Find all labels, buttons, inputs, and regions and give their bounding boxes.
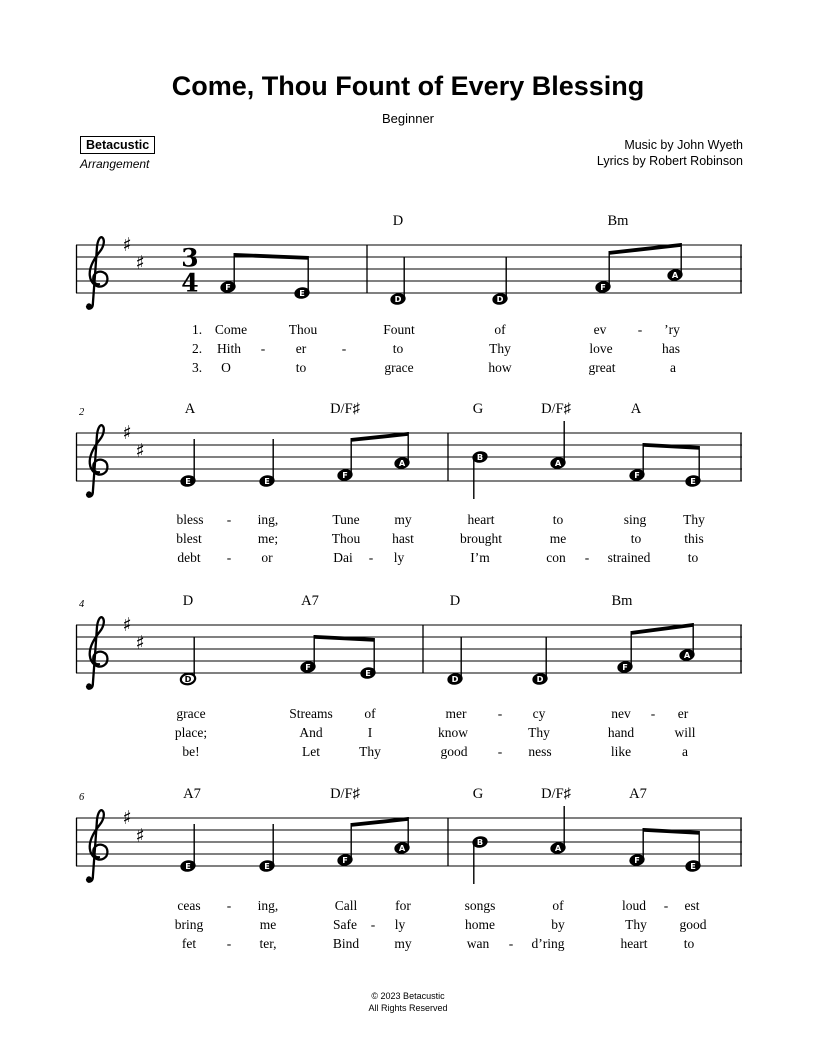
clef-curve xyxy=(90,617,108,684)
credits-block xyxy=(597,138,743,169)
note-letter: E xyxy=(185,475,191,486)
verse-number: 3. xyxy=(191,360,203,376)
lyric-syllable: - xyxy=(637,322,643,337)
lyric-syllable: a xyxy=(682,744,688,760)
measure-number: 2 xyxy=(79,407,85,418)
lyric-syllable: bring xyxy=(174,917,204,933)
note-letter: F xyxy=(622,661,628,672)
lyric-syllable: - xyxy=(341,341,347,357)
lyric-syllable: - xyxy=(497,744,503,760)
lyric-syllable: d’ring xyxy=(531,936,565,952)
lyric-syllable: be! xyxy=(182,744,200,760)
lyric-syllable: ly xyxy=(394,917,406,933)
lyric-syllable: Tune xyxy=(332,512,360,527)
lyric-syllable: Safe xyxy=(333,917,357,933)
lyric-syllable: of xyxy=(552,898,564,913)
lyric-syllable: Thy xyxy=(683,512,705,527)
lyric-syllable: ter, xyxy=(259,936,277,952)
chord-symbol: D/F♯ xyxy=(330,786,360,802)
key-signature-sharp-icon: ♯ xyxy=(122,614,132,636)
note-letter: D xyxy=(394,293,402,304)
lyric-syllable: est xyxy=(684,898,700,913)
note-letter: A xyxy=(398,842,406,853)
lyric-syllable: - xyxy=(370,917,376,933)
chord-symbol: D/F♯ xyxy=(541,401,571,417)
verse-number: 1. xyxy=(191,322,203,337)
lyric-syllable: to xyxy=(683,936,695,952)
time-signature-bottom: 4 xyxy=(181,268,199,298)
note-letter: E xyxy=(690,860,696,871)
lyric-syllable: I’m xyxy=(470,550,490,566)
lyric-syllable: of xyxy=(364,706,376,721)
lyric-syllable: mer xyxy=(445,706,467,721)
lyric-syllable: sing xyxy=(623,512,647,527)
lyric-syllable: or xyxy=(261,550,273,566)
note-letter: D xyxy=(184,673,192,684)
lyric-syllable: bless xyxy=(176,512,204,527)
note-letter: F xyxy=(225,281,231,292)
note-letter: F xyxy=(342,469,348,480)
lyric-syllable: ness xyxy=(528,744,552,760)
lyric-syllable: ceas xyxy=(177,898,201,913)
arranger-label: Arrangement xyxy=(80,157,150,171)
chord-symbol: A7 xyxy=(183,786,201,802)
measure-number: 4 xyxy=(79,599,85,610)
lyric-syllable: know xyxy=(438,725,468,741)
lyric-syllable: - xyxy=(226,936,232,952)
lyric-syllable: love xyxy=(589,341,613,357)
lyric-syllable: to xyxy=(295,360,307,376)
lyric-syllable: songs xyxy=(464,898,496,913)
lyric-syllable: Fount xyxy=(383,322,415,337)
lyrics-system-1 xyxy=(0,322,816,384)
rights-line: All Rights Reserved xyxy=(368,1002,448,1013)
note-letter: B xyxy=(476,451,484,462)
note-letter: A xyxy=(554,457,562,468)
lyric-syllable: nev xyxy=(611,706,631,721)
lyric-syllable: great xyxy=(588,360,616,376)
beam xyxy=(644,443,700,450)
lyrics-system-4 xyxy=(0,898,816,960)
lyric-syllable: grace xyxy=(384,360,414,376)
note-letter: A xyxy=(554,842,562,853)
lyric-syllable: by xyxy=(551,917,565,933)
lyric-syllable: - xyxy=(368,550,374,566)
lyric-syllable: Thy xyxy=(528,725,550,741)
lyric-syllable: - xyxy=(663,898,669,913)
lyric-syllable: - xyxy=(508,936,514,952)
lyric-syllable: good xyxy=(440,744,468,760)
treble-clef-icon xyxy=(86,425,107,497)
clef-dot xyxy=(86,876,91,881)
treble-clef-icon xyxy=(86,617,107,689)
lyric-syllable: Call xyxy=(334,898,358,913)
chord-symbol: Bm xyxy=(611,593,633,609)
lyric-syllable: strained xyxy=(607,550,651,566)
lyrics-system-2 xyxy=(0,512,816,574)
clef-dot xyxy=(86,683,91,688)
lyric-syllable: wan xyxy=(466,936,490,952)
note-letter: B xyxy=(476,836,484,847)
lyric-syllable: - xyxy=(260,341,266,357)
arranger-block xyxy=(80,136,155,171)
lyric-syllable: Thy xyxy=(359,744,381,760)
lyric-syllable: grace xyxy=(176,706,206,721)
chord-symbol: A7 xyxy=(301,593,319,609)
copyright-line: © 2023 Betacustic xyxy=(371,991,445,1001)
lyric-syllable: - xyxy=(497,706,503,721)
lyric-syllable: - xyxy=(650,706,656,721)
lyric-syllable: heart xyxy=(467,512,495,527)
clef-curve xyxy=(90,425,108,492)
difficulty-level: Beginner xyxy=(381,111,435,126)
beam xyxy=(644,828,700,835)
lyric-syllable: Let xyxy=(302,744,320,760)
verse-number: 2. xyxy=(191,341,203,357)
lyric-syllable: a xyxy=(670,360,676,376)
note-letter: F xyxy=(634,854,640,865)
beam xyxy=(235,253,309,260)
lyric-syllable: this xyxy=(684,531,704,547)
key-signature-sharp-icon: ♯ xyxy=(122,234,132,256)
note-letter: F xyxy=(342,854,348,865)
lyric-syllable: heart xyxy=(620,936,648,952)
measure-number: 6 xyxy=(79,792,85,803)
lyric-syllable: Hith xyxy=(216,341,242,357)
lyric-syllable: to xyxy=(552,512,564,527)
note-letter: E xyxy=(299,287,305,298)
clef-curve xyxy=(90,237,108,304)
lyric-syllable: ing, xyxy=(257,898,279,913)
arranger-name: Betacustic xyxy=(80,136,155,154)
lyric-syllable: place; xyxy=(174,725,208,741)
lyric-syllable: has xyxy=(662,341,680,357)
note-letter: D xyxy=(451,673,459,684)
treble-clef-icon xyxy=(86,237,107,309)
chord-symbol: D/F♯ xyxy=(330,401,360,417)
lyric-syllable: me xyxy=(259,917,277,933)
lyric-syllable: home xyxy=(465,917,495,933)
lyric-syllable: how xyxy=(488,360,512,376)
lyric-syllable: for xyxy=(395,898,411,913)
staff-system-4 xyxy=(0,778,816,890)
lyric-syllable: cy xyxy=(532,706,546,721)
treble-clef-icon xyxy=(86,810,107,882)
lyric-syllable: Thou xyxy=(288,322,318,337)
note-letter: E xyxy=(264,475,270,486)
key-signature-sharp-icon: ♯ xyxy=(135,632,145,654)
key-signature-sharp-icon: ♯ xyxy=(135,440,145,462)
lyric-syllable: O xyxy=(221,360,231,376)
note-letter: D xyxy=(536,673,544,684)
note-letter: A xyxy=(398,457,406,468)
chord-symbol: G xyxy=(472,786,484,802)
lyric-syllable: And xyxy=(299,725,323,741)
key-signature-sharp-icon: ♯ xyxy=(122,807,132,829)
note-letter: A xyxy=(671,269,679,280)
lyric-syllable: fet xyxy=(181,936,197,952)
lyric-syllable: my xyxy=(394,512,412,527)
footer-block xyxy=(0,991,816,1014)
lyric-syllable: to xyxy=(630,531,642,547)
chord-symbol: D/F♯ xyxy=(541,786,571,802)
piece-title: Come, Thou Fount of Every Blessing xyxy=(171,71,645,101)
staff-system-3 xyxy=(0,585,816,697)
chord-symbol: A xyxy=(630,401,642,417)
chord-symbol: D xyxy=(182,593,194,609)
lyric-syllable: hand xyxy=(607,725,635,741)
lyric-syllable: like xyxy=(610,744,632,760)
lyric-syllable: ing, xyxy=(257,512,279,527)
chord-symbol: G xyxy=(472,401,484,417)
note-letter: E xyxy=(690,475,696,486)
lyric-syllable: Dai xyxy=(333,550,353,566)
lyrics-credit: Lyrics by Robert Robinson xyxy=(596,153,743,168)
lyric-syllable: er xyxy=(295,341,307,357)
lyric-syllable: ly xyxy=(393,550,405,566)
lyric-syllable: I xyxy=(367,725,373,741)
lyric-syllable: will xyxy=(674,725,696,741)
chord-symbol: D xyxy=(449,593,461,609)
note-letter: F xyxy=(600,281,606,292)
lyric-syllable: me xyxy=(549,531,567,547)
lyric-syllable: loud xyxy=(621,898,647,913)
key-signature-sharp-icon: ♯ xyxy=(135,825,145,847)
note-letter: E xyxy=(185,860,191,871)
lyric-syllable: ’ry xyxy=(664,322,680,337)
lyric-syllable: - xyxy=(226,550,232,566)
note-letter: A xyxy=(683,649,691,660)
note-letter: F xyxy=(305,661,311,672)
lyric-syllable: - xyxy=(226,898,232,913)
clef-curve xyxy=(90,810,108,877)
note-letter: D xyxy=(496,293,504,304)
key-signature-sharp-icon: ♯ xyxy=(135,252,145,274)
lyric-syllable: hast xyxy=(392,531,414,547)
note-letter: E xyxy=(264,860,270,871)
lyric-syllable: Thy xyxy=(625,917,647,933)
chord-symbol: D xyxy=(392,213,404,229)
staff-system-1 xyxy=(0,205,816,317)
chord-symbol: A7 xyxy=(629,786,647,802)
lyric-syllable: to xyxy=(392,341,404,357)
music-credit: Music by John Wyeth xyxy=(624,138,743,152)
lyric-syllable: blest xyxy=(176,531,202,547)
lyric-syllable: Thou xyxy=(331,531,361,547)
lyric-syllable: to xyxy=(687,550,699,566)
lyric-syllable: con xyxy=(546,550,566,566)
note-letter: E xyxy=(365,667,371,678)
lyric-syllable: er xyxy=(677,706,689,721)
time-signature-top: 3 xyxy=(181,243,199,273)
lyric-syllable: me; xyxy=(257,531,279,547)
lyric-syllable: good xyxy=(679,917,707,933)
clef-dot xyxy=(86,303,91,308)
lyric-syllable: - xyxy=(226,512,232,527)
lyric-syllable: of xyxy=(494,322,506,337)
clef-dot xyxy=(86,491,91,496)
lyric-syllable: - xyxy=(584,550,590,566)
staff-system-2 xyxy=(0,393,816,505)
key-signature-sharp-icon: ♯ xyxy=(122,422,132,444)
lyrics-system-3 xyxy=(0,706,816,768)
chord-symbol: A xyxy=(184,401,196,417)
beam xyxy=(315,635,375,642)
note-letter: F xyxy=(634,469,640,480)
lyric-syllable: Streams xyxy=(289,706,333,721)
lyric-syllable: brought xyxy=(460,531,502,547)
lyric-syllable: debt xyxy=(177,550,201,566)
lyric-syllable: Bind xyxy=(332,936,360,952)
lyric-syllable: Thy xyxy=(489,341,511,357)
lyric-syllable: Come xyxy=(214,322,248,337)
chord-symbol: Bm xyxy=(607,213,629,229)
lyric-syllable: ev xyxy=(593,322,607,337)
lyric-syllable: my xyxy=(394,936,412,952)
